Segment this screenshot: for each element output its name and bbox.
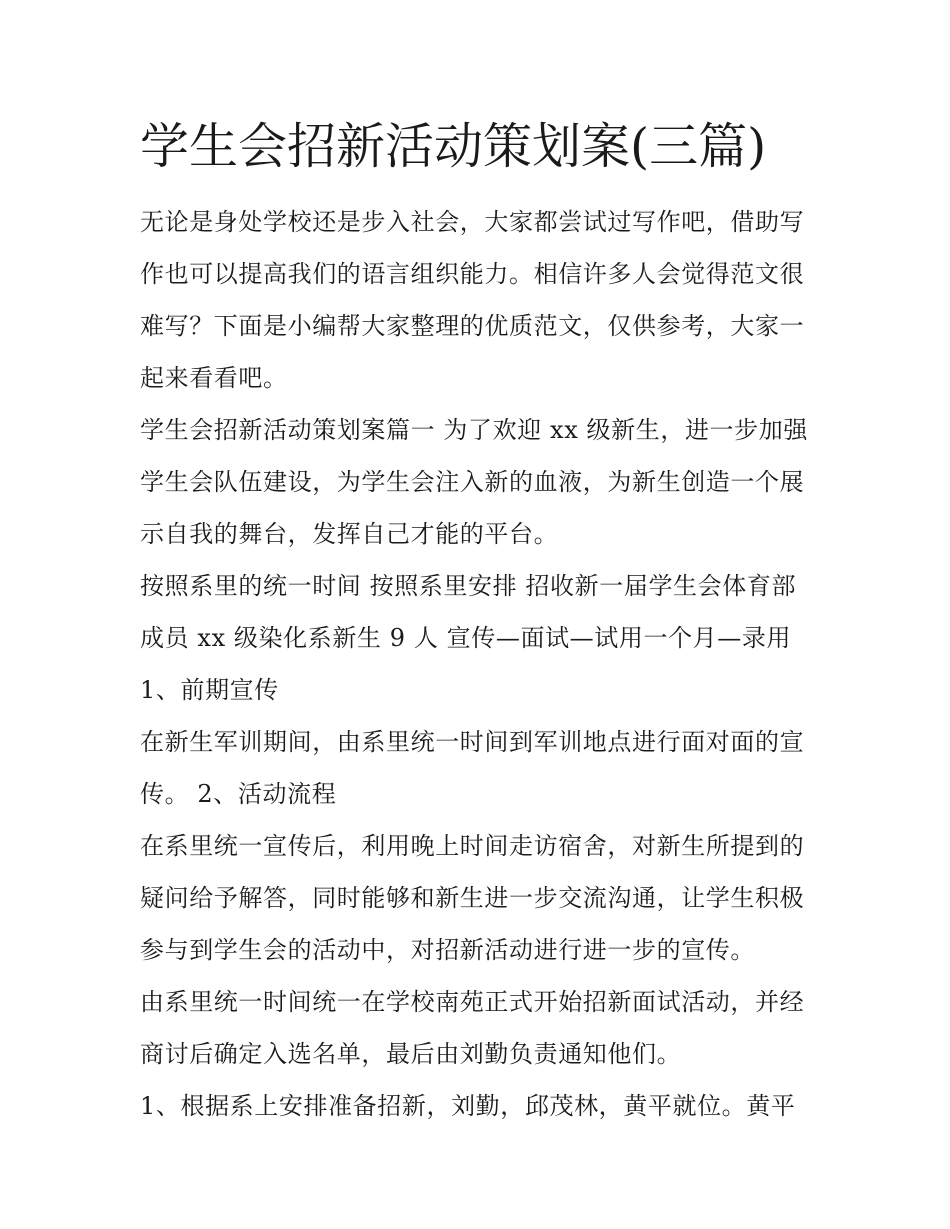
document-body <box>140 196 820 1132</box>
body-line: 作也可以提高我们的语言组织能力。相信许多人会觉得范文很 <box>140 260 805 288</box>
body-line: 成员 xx 级染化系新生 9 人 宣传—面试—试用一个月—录用 <box>140 624 792 652</box>
body-line: 起来看看吧。 <box>140 364 288 392</box>
body-line: 参与到学生会的活动中，对招新活动进行进一步的宣传。 <box>140 936 755 964</box>
body-line: 学生会招新活动策划案篇一 为了欢迎 xx 级新生，进一步加强 <box>140 416 808 444</box>
body-line: 按照系里的统一时间 按照系里安排 招收新一届学生会体育部 <box>140 572 797 600</box>
body-line: 在新生军训期间，由系里统一时间到军训地点进行面对面的宣 <box>140 728 805 756</box>
body-line: 传。 2、活动流程 <box>140 780 337 808</box>
body-line: 无论是身处学校还是步入社会，大家都尝试过写作吧，借助写 <box>140 208 805 236</box>
body-line: 在系里统一宣传后，利用晚上时间走访宿舍，对新生所提到的 <box>140 832 805 860</box>
body-line: 商讨后确定入选名单，最后由刘勤负责通知他们。 <box>140 1040 682 1068</box>
body-line: 难写？下面是小编帮大家整理的优质范文，仅供参考，大家一 <box>140 312 805 340</box>
document-title: 学生会招新活动策划案(三篇) <box>140 118 767 175</box>
section-heading: 1、前期宣传 <box>140 676 279 704</box>
body-line: 示自我的舞台，发挥自己才能的平台。 <box>140 520 559 548</box>
body-line: 学生会队伍建设，为学生会注入新的血液，为新生创造一个展 <box>140 468 805 496</box>
body-line: 1、根据系上安排准备招新，刘勤，邱茂林，黄平就位。黄平 <box>140 1092 796 1120</box>
body-line: 疑问给予解答，同时能够和新生进一步交流沟通，让学生积极 <box>140 884 805 912</box>
body-line: 由系里统一时间统一在学校南苑正式开始招新面试活动，并经 <box>140 988 805 1016</box>
